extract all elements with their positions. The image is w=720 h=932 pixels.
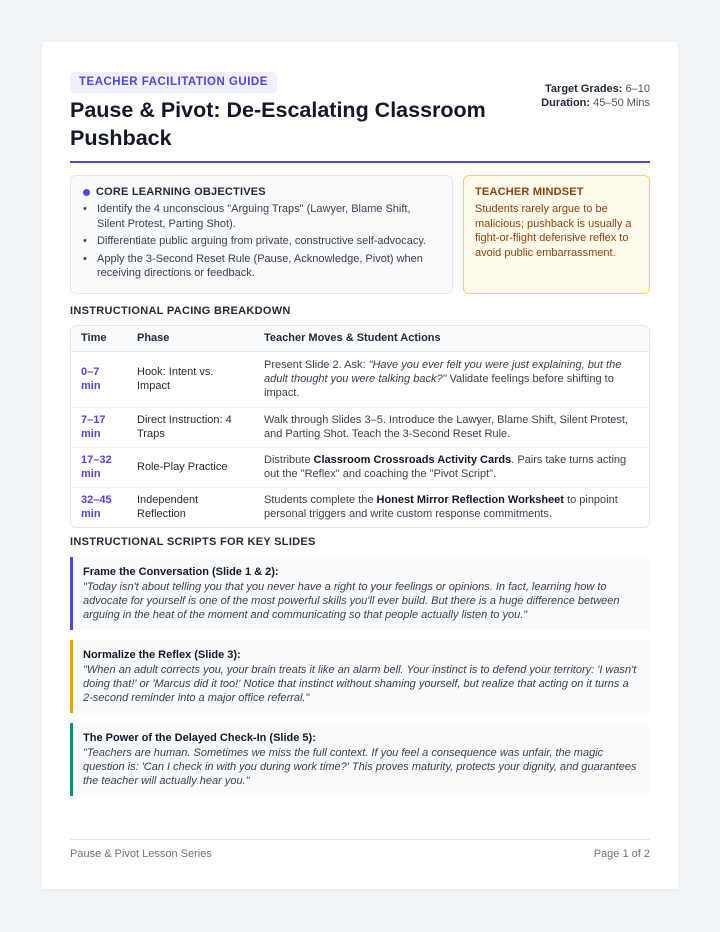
row-time: 7–17 min — [71, 407, 127, 447]
duration-value: 45–50 Mins — [593, 97, 650, 109]
mindset-text: Students rarely argue to be malicious; pushback is usually a fight-or-flight defensive reflex to avoid public embarrassment. — [475, 203, 632, 259]
moves-text: Walk through Slides 3–5. Introduce the Lawyer, Blame Shift, Silent Protest, and Parting Shot. Teach the 3-Second Reset Rule. — [264, 414, 629, 440]
table-row — [71, 351, 649, 407]
script-card — [70, 723, 650, 796]
script-quote: "When an adult corrects you, your brain treats it like an alarm bell. Your instinct is to defend your territory: 'I wasn't doing that!' or 'Marcus did it too!' Notice that instinct without shaming yourself, but realize that acting on it turns a 2-second reminder into a major office referral." — [83, 664, 637, 704]
page-title: Pause & Pivot: De-Escalating Classroom Pushback — [70, 98, 486, 150]
moves-text: Students complete the — [264, 494, 377, 507]
page-number: Page 1 of 2 — [593, 848, 650, 860]
script-quote: "Today isn't about telling you that you never have a right to your feelings or opinions. In fact, learning how to advocate for yourself is one of the most powerful skills you'll ever build. But there is a huge difference between arguing in the heat of the moment and communicating so that people actually listen to you." — [83, 581, 620, 621]
moves-text: Distribute — [264, 454, 314, 466]
row-time: 32–45 min — [81, 494, 112, 521]
table-row — [71, 487, 649, 527]
table-row — [71, 447, 649, 487]
resource-name: Honest Mirror Reflection Worksheet — [376, 494, 564, 507]
moves-quote: "Have you ever felt you were just explaining, but the adult thought you were talking back?" — [264, 359, 622, 385]
objectives-list — [83, 202, 440, 281]
page-header — [70, 72, 650, 164]
column-header-phase: Phase — [127, 326, 254, 351]
series-name: Pause & Pivot Lesson Series — [70, 848, 212, 860]
resource-name: Classroom Crossroads Activity Cards — [313, 454, 512, 466]
target-grades-value: 6–10 — [625, 83, 650, 95]
guide-badge: TEACHER FACILITATION GUIDE — [70, 72, 277, 93]
script-title: Normalize the Reflex (Slide 3): — [83, 649, 241, 661]
row-time: 17–32 min — [71, 447, 127, 487]
moves-text: . Pairs take turns acting out the "Reflex" and coaching the "Pivot Script". — [264, 454, 627, 480]
row-moves — [254, 351, 649, 407]
lesson-meta — [540, 82, 650, 110]
row-moves — [254, 487, 649, 527]
column-header-time: Time — [71, 326, 127, 351]
header-divider — [70, 161, 650, 163]
script-card — [70, 557, 650, 630]
footer-divider — [70, 839, 650, 840]
list-item: • Apply the 3-Second Reset Rule (Pause, Acknowledge, Pivot) when receiving directions or feedback. — [83, 252, 440, 281]
pacing-table — [70, 325, 650, 528]
moves-text: Present Slide 2. Ask: — [264, 359, 369, 371]
target-grades-label: Target Grades: — [545, 83, 623, 95]
column-header-moves: Teacher Moves & Student Actions — [254, 326, 649, 351]
document-page — [42, 42, 678, 889]
row-phase: Role-Play Practice — [127, 447, 254, 487]
page-content — [70, 72, 650, 860]
objectives-box — [70, 175, 453, 294]
script-title: The Power of the Delayed Check-In (Slide 5): — [83, 732, 316, 744]
row-moves — [254, 407, 649, 447]
scripts-heading: INSTRUCTIONAL SCRIPTS FOR KEY SLIDES — [70, 536, 316, 548]
objectives-heading — [83, 186, 440, 198]
row-phase: Direct Instruction: 4 Traps — [127, 407, 254, 447]
moves-text: to pinpoint personal triggers and write custom response commitments. — [264, 494, 618, 521]
row-phase: Independent Reflection — [137, 494, 199, 521]
pacing-heading: INSTRUCTIONAL PACING BREAKDOWN — [70, 305, 291, 317]
row-moves — [254, 447, 649, 487]
row-phase: Hook: Intent vs. Impact — [127, 351, 254, 407]
mindset-callout — [463, 175, 650, 294]
table-header-row — [71, 326, 649, 351]
bullet-dot-icon — [83, 189, 90, 196]
duration — [540, 96, 650, 110]
script-quote: "Teachers are human. Sometimes we miss the full context. If you feel a consequence was unfair, the magic question is: 'Can I check in with you during work time?' This proves maturity, protects your dignity, and guarantees the teacher will actually hear you." — [83, 747, 637, 787]
list-item: • Identify the 4 unconscious "Arguing Traps" (Lawyer, Blame Shift, Silent Protest, Parting Shot). — [83, 202, 440, 231]
row-time: 0–7 min — [71, 351, 127, 407]
list-item: • Differentiate public arguing from private, constructive self-advocacy. — [83, 234, 440, 249]
script-title: Frame the Conversation (Slide 1 & 2): — [83, 566, 279, 578]
mindset-heading: TEACHER MINDSET — [475, 186, 584, 198]
table-row — [71, 407, 649, 447]
duration-label: Duration: — [541, 97, 591, 109]
moves-text: Validate feelings before shifting to impact. — [264, 373, 614, 399]
target-grades — [540, 82, 650, 96]
objectives-heading-text: CORE LEARNING OBJECTIVES — [96, 186, 266, 198]
script-card — [70, 640, 650, 713]
intro-boxes — [70, 175, 650, 294]
